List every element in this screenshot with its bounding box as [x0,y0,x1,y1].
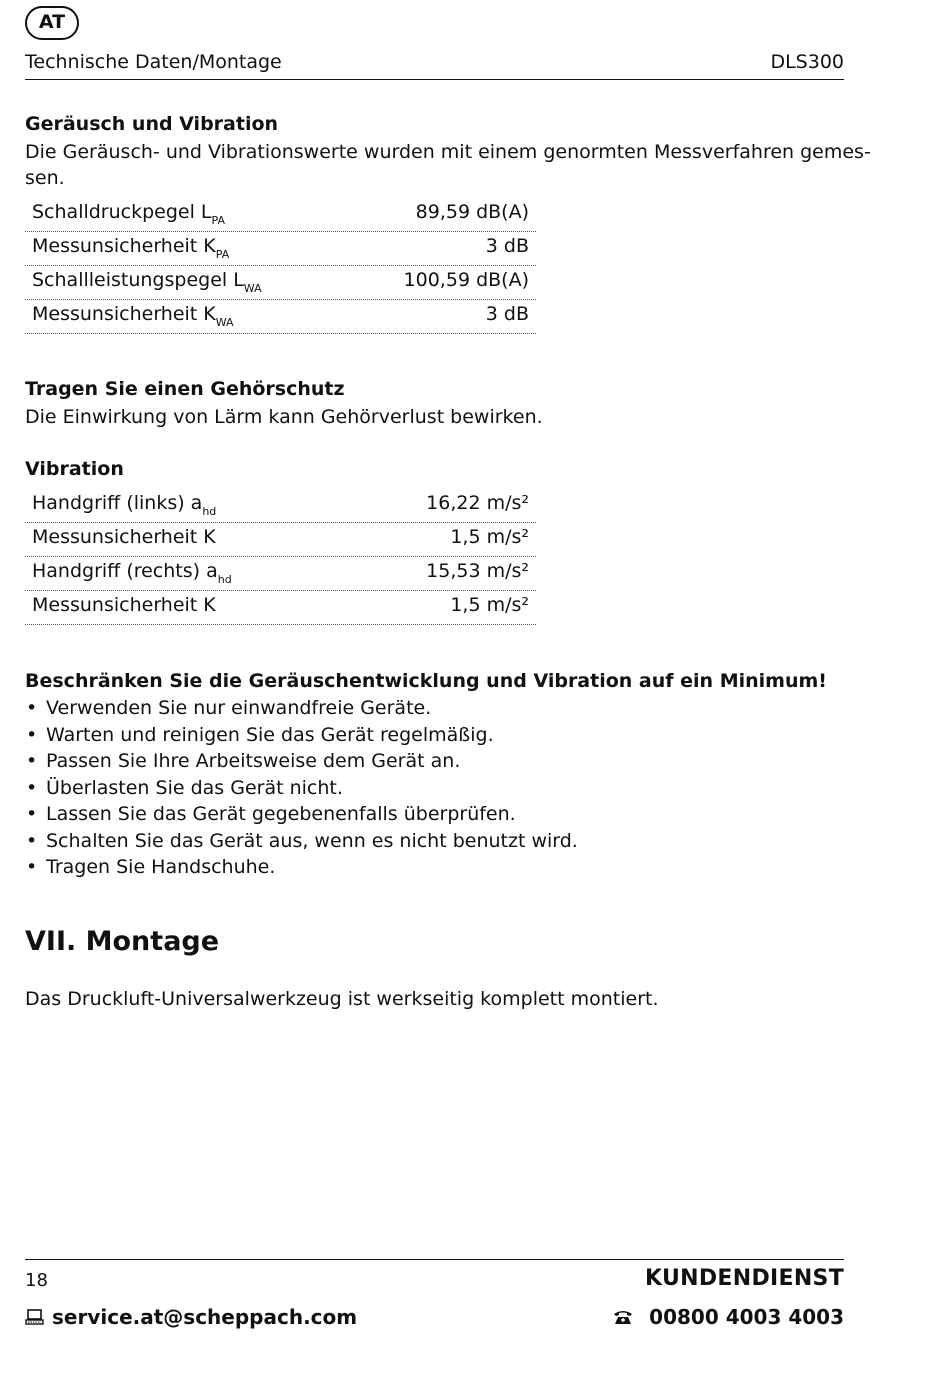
row-label: Messunsicherheit K [32,594,216,616]
email-contact [25,1305,357,1329]
row-label: Handgriff (rechts) $a_{hd}$ [32,560,232,586]
row-label: Messunsicherheit $K_{WA}$ [32,303,234,329]
montage-text: Das Druckluft-Universalwerkzeug ist werkseitig komplett montiert. [25,988,659,1010]
table-row [25,557,536,591]
vibration-heading: Vibration [25,458,124,480]
header-model: DLS300 [770,51,844,73]
hearing-heading: Tragen Sie einen Gehörschutz [25,378,345,400]
noise-heading: Geräusch und Vibration [25,113,279,135]
row-value: 15,53 m/s² [426,560,529,582]
table-row [25,591,536,625]
row-value: 100,59 dB(A) [403,269,529,291]
table-row [25,198,536,232]
montage-title: VII. Montage [25,926,220,957]
row-value: 89,59 dB(A) [415,201,529,223]
noise-intro-line-2: sen. [25,167,65,189]
list-item: • Schalten Sie das Gerät aus, wenn es nicht benutzt wird. [25,828,578,855]
table-row [25,489,536,523]
row-value: 3 dB [485,235,529,257]
vibration-table [25,489,536,625]
phone-number[interactable]: 00800 4003 4003 [649,1305,844,1329]
row-label: Messunsicherheit K [32,526,216,548]
footer-divider [25,1259,844,1260]
row-value: 1,5 m/s² [450,594,529,616]
computer-icon [25,1309,44,1325]
list-item: • Tragen Sie Handschuhe. [25,854,578,881]
row-label: Schallleistungspegel $L_{WA}$ [32,269,262,295]
limit-bullet-list [25,695,578,881]
page-number: 18 [25,1270,48,1291]
country-badge: AT [25,6,79,40]
row-value: 16,22 m/s² [426,492,529,514]
table-row [25,523,536,557]
row-value: 3 dB [485,303,529,325]
phone-contact [613,1305,844,1329]
row-label: Messunsicherheit $K_{PA}$ [32,235,230,261]
service-label: KUNDENDIENST [645,1266,844,1291]
telephone-icon [613,1309,633,1325]
header-section-title: Technische Daten/Montage [25,51,282,73]
noise-intro-line-1: Die Geräusch- und Vibrationswerte wurden mit einem genormten Messverfahren gemes- [25,141,871,163]
table-row [25,266,536,300]
noise-table [25,198,536,334]
row-value: 1,5 m/s² [450,526,529,548]
list-item: • Passen Sie Ihre Arbeitsweise dem Gerät an. [25,748,578,775]
email-link[interactable]: service.at@scheppach.com [52,1305,358,1329]
limit-heading: Beschränken Sie die Geräuschentwicklung und Vibration auf ein Minimum! [25,670,827,692]
row-label: Handgriff (links) $a_{hd}$ [32,492,217,518]
row-label: Schalldruckpegel $L_{PA}$ [32,201,225,227]
hearing-text: Die Einwirkung von Lärm kann Gehörverlust bewirken. [25,406,543,428]
list-item: • Warten und reinigen Sie das Gerät regelmäßig. [25,722,578,749]
list-item: • Überlasten Sie das Gerät nicht. [25,775,578,802]
table-row [25,232,536,266]
list-item: • Lassen Sie das Gerät gegebenenfalls überprüfen. [25,801,578,828]
table-row [25,300,536,334]
list-item: • Verwenden Sie nur einwandfreie Geräte. [25,695,578,722]
header-divider [25,79,844,80]
